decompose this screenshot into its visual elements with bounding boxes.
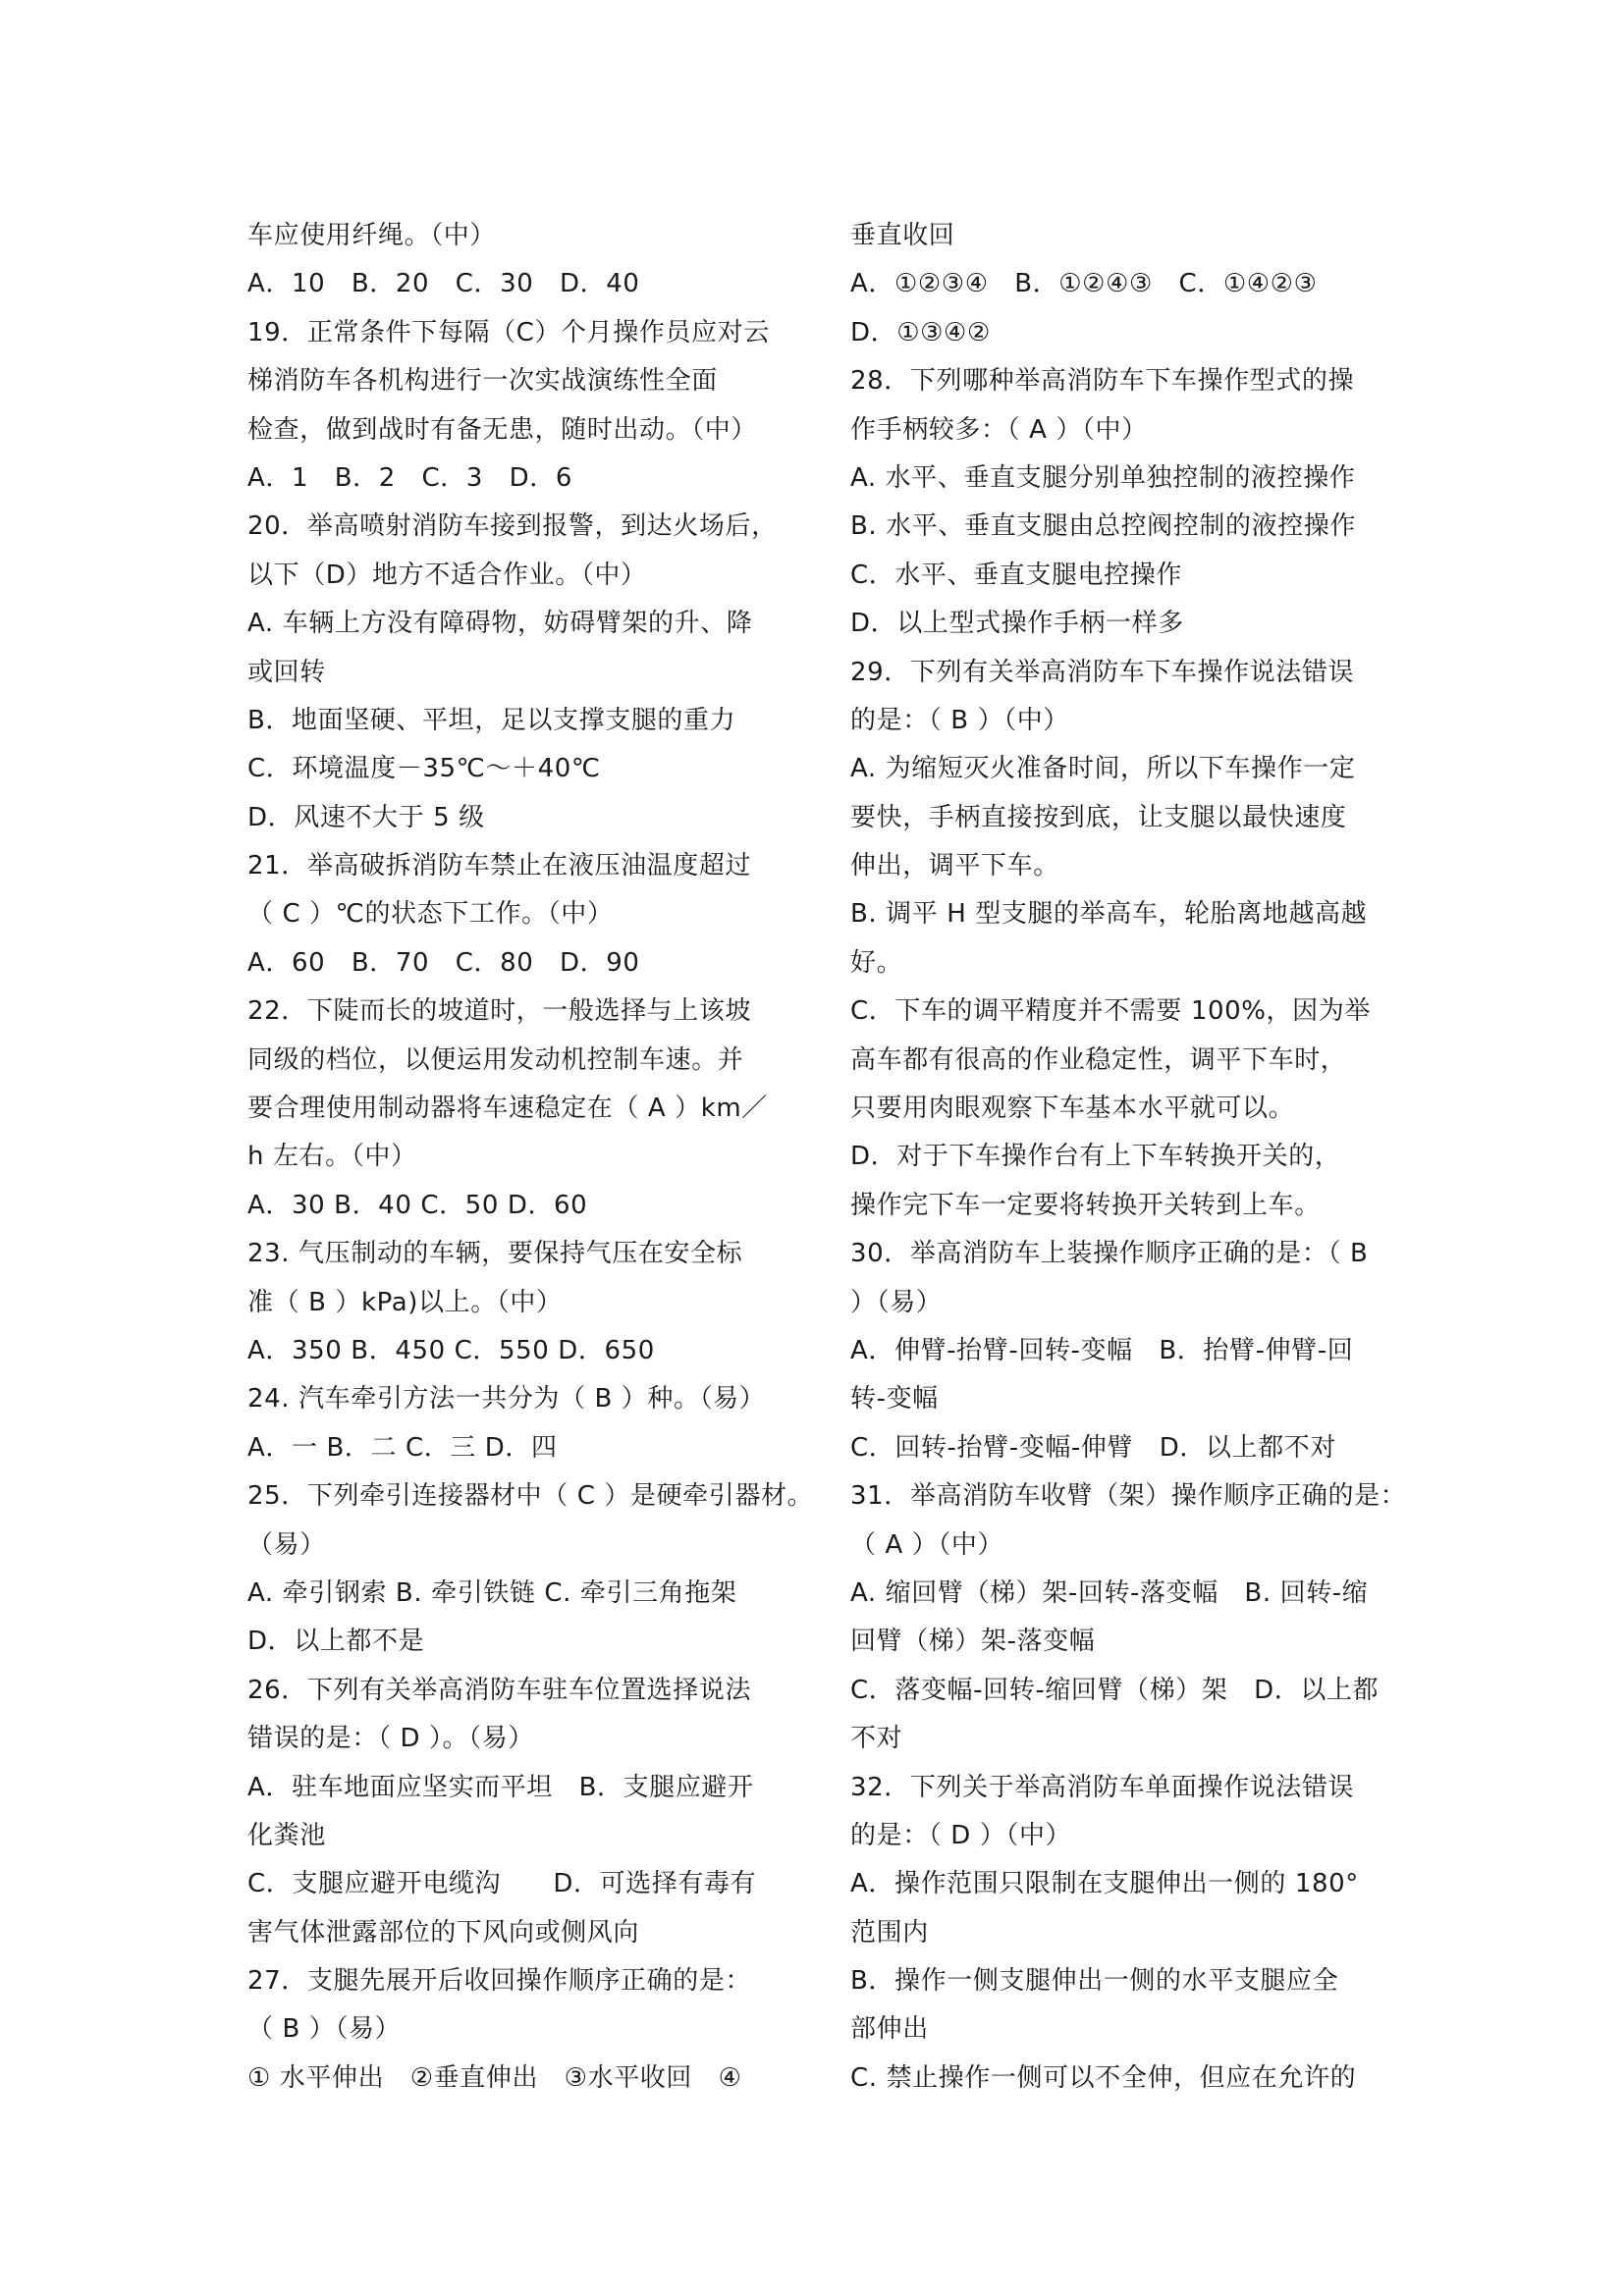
text-line: 30．举高消防车上装操作顺序正确的是：（ B [850,1239,1369,1269]
left-column [247,212,814,2103]
text-line: 只要用肉眼观察下车基本水平就可以。 [850,1094,1295,1124]
text-line: 的是：（ D ）（中） [850,1820,1072,1850]
text-line: D．以上型式操作手柄一样多 [850,609,1184,639]
text-line: C. 禁止操作一侧可以不全伸，但应在允许的 [850,2062,1357,2093]
text-line: 28．下列哪种举高消防车下车操作型式的操 [850,366,1355,397]
text-line: D．以上都不是 [247,1627,425,1657]
text-line: 伸出，调平下车。 [850,851,1059,881]
text-line: A. 车辆上方没有障碍物，妨碍臂架的升、降 [247,609,753,639]
text-line: C．回转-抬臂-变幅-伸臂 D．以上都不对 [850,1432,1336,1463]
text-line: A．驻车地面应坚实而平坦 B．支腿应避开 [247,1772,754,1802]
text-line: B. 水平、垂直支腿由总控阀控制的液控操作 [850,511,1356,542]
text-line: 19．正常条件下每隔（C）个月操作员应对云 [247,317,770,347]
text-line: 27．支腿先展开后收回操作顺序正确的是： [247,1966,752,1997]
text-line: 好。 [850,947,903,978]
text-line: h 左右。（中） [247,1142,417,1172]
text-line: 转-变幅 [850,1384,939,1415]
text-line: A. 牵引钢索 B. 牵引铁链 C. 牵引三角拖架 [247,1577,737,1608]
text-line: A. 缩回臂（梯）架-回转-落变幅 B. 回转-缩 [850,1577,1369,1608]
text-line: 24. 汽车牵引方法一共分为（ B ）种。（易） [247,1384,766,1415]
text-line: C．水平、垂直支腿电控操作 [850,560,1182,590]
text-line: 25．下列牵引连接器材中（ C ）是硬牵引器材。 [247,1481,814,1512]
text-line: B．地面坚硬、平坦，足以支撑支腿的重力 [247,705,736,735]
text-line: A. 水平、垂直支腿分别单独控制的液控操作 [850,462,1356,493]
text-line: 23. 气压制动的车辆，要保持气压在安全标 [247,1239,743,1269]
text-line: 32．下列关于举高消防车单面操作说法错误 [850,1772,1355,1802]
text-line: 31．举高消防车收臂（架）操作顺序正确的是： [850,1481,1407,1512]
text-line: 害气体泄露部位的下风向或侧风向 [247,1917,640,1948]
text-line: C．落变幅-回转-缩回臂（梯）架 D．以上都 [850,1675,1380,1705]
text-line: A．①②③④ B．①②④③ C．①④②③ [850,269,1318,299]
text-line: ① 水平伸出 ②垂直伸出 ③水平收回 ④ [247,2062,742,2093]
text-line: C．支腿应避开电缆沟 D．可选择有毒有 [247,1869,757,1899]
text-line: 操作完下车一定要将转换开关转到上车。 [850,1190,1321,1220]
text-line: 作手柄较多：（ A ）（中） [850,414,1148,445]
text-line: 或回转 [247,657,326,687]
text-line: A．10 B．20 C．30 D．40 [247,269,640,299]
text-line: B. 调平 H 型支腿的举高车，轮胎离地越高越 [850,899,1368,930]
text-line: 梯消防车各机构进行一次实战演练性全面 [247,366,718,397]
text-line: 垂直收回 [850,221,955,250]
text-line: 错误的是：（ D ）。（易） [247,1724,534,1754]
text-line: 范围内 [850,1917,929,1948]
text-line: A. 为缩短灭火准备时间，所以下车操作一定 [850,754,1356,784]
text-line: C．下车的调平精度并不需要 100%，因为举 [850,996,1371,1027]
text-line: （ C ）℃的状态下工作。（中） [247,899,614,930]
text-line: 高车都有很高的作业稳定性，调平下车时， [850,1044,1347,1075]
text-line: A．350 B．450 C．550 D．650 [247,1335,655,1365]
text-line: （ A ）（中） [850,1529,1004,1560]
text-line: 26．下列有关举高消防车驻车位置选择说法 [247,1675,752,1705]
text-line: A．操作范围只限制在支腿伸出一侧的 180° [850,1869,1359,1899]
text-line: 29．下列有关举高消防车下车操作说法错误 [850,657,1355,687]
text-line: 检查，做到战时有备无患，随时出动。（中） [247,414,758,445]
text-line: 20．举高喷射消防车接到报警，到达火场后， [247,511,778,542]
text-line: D．①③④② [850,317,991,347]
text-line: B．操作一侧支腿伸出一侧的水平支腿应全 [850,1966,1339,1997]
text-line: 化粪池 [247,1820,326,1850]
text-line: A．一 B．二 C．三 D．四 [247,1432,558,1463]
text-line: 不对 [850,1724,903,1754]
right-column [850,212,1410,2103]
text-line: 以下（D）地方不适合作业。（中） [247,560,647,590]
text-line: A．60 B．70 C．80 D．90 [247,947,640,978]
text-line: （ B ）（易） [247,2014,402,2045]
text-line: 部伸出 [850,2014,929,2045]
text-line: A．30 B．40 C．50 D．60 [247,1190,588,1220]
text-line: 21．举高破拆消防车禁止在液压油温度超过 [247,851,752,881]
text-line: 要快，手柄直接按到底，让支腿以最快速度 [850,802,1347,832]
text-line: D．对于下车操作台有上下车转换开关的， [850,1142,1341,1172]
text-line: ）（易） [850,1287,943,1317]
text-line: 回臂（梯）架-落变幅 [850,1627,1096,1657]
text-line: C．环境温度－35℃～＋40℃ [247,754,601,784]
text-line: 同级的档位，以便运用发动机控制车速。并 [247,1044,744,1075]
text-line: 的是：（ B ）（中） [850,705,1069,735]
text-line: 车应使用纤绳。（中） [247,221,497,250]
text-line: A．伸臂-抬臂-回转-变幅 B．抬臂-伸臂-回 [850,1335,1354,1365]
text-line: 22．下陡而长的坡道时，一般选择与上该坡 [247,996,752,1027]
text-line: A．1 B．2 C．3 D．6 [247,462,572,493]
text-line: 准（ B ）kPa)以上。（中） [247,1287,563,1317]
text-line: （易） [247,1529,326,1560]
text-line: D．风速不大于 5 级 [247,802,485,832]
text-line: 要合理使用制动器将车速稳定在（ A ）km／ [247,1094,768,1124]
